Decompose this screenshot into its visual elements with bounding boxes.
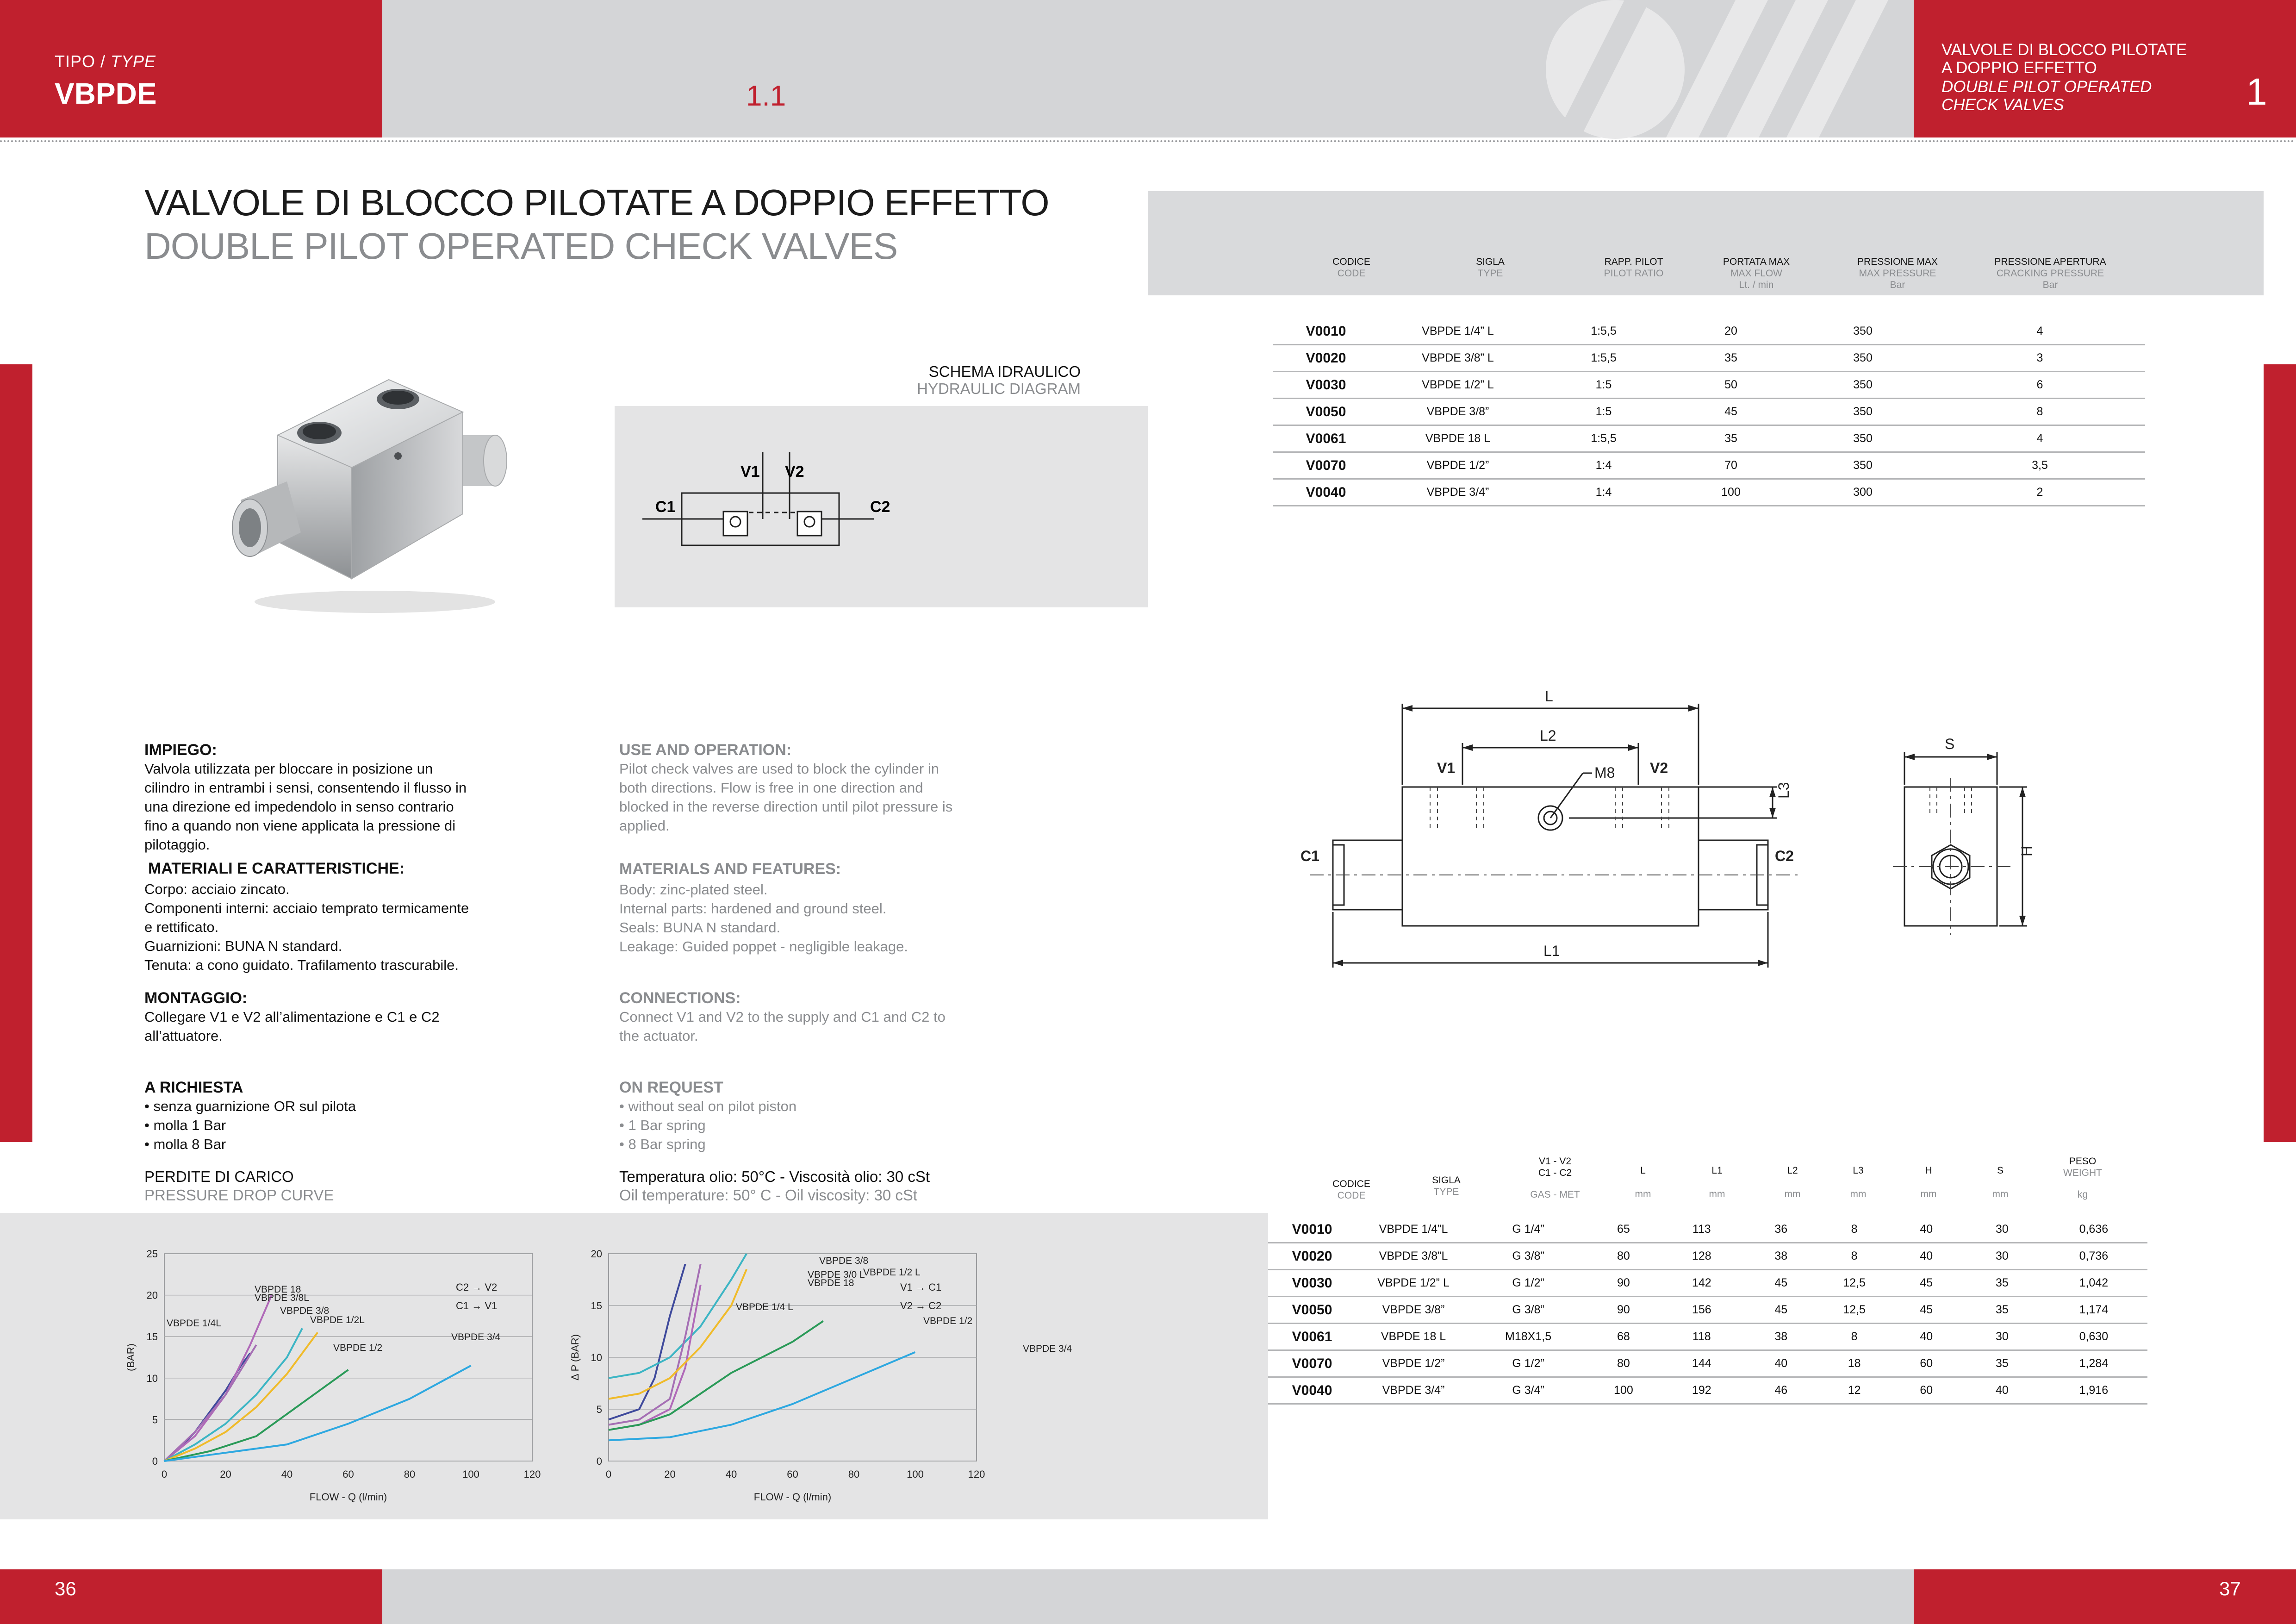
pressure-drop-en-label: PRESSURE DROP CURVE xyxy=(144,1187,334,1204)
series-label: VBPDE 3/4 xyxy=(1023,1343,1072,1354)
type-cell: VBPDE 3/8” xyxy=(1356,1297,1471,1324)
right-side-bar xyxy=(2264,364,2296,1142)
cell: 12 xyxy=(1820,1377,1889,1404)
code-cell: V0020 xyxy=(1273,345,1379,372)
header-rule xyxy=(0,140,2296,142)
cell: 350 xyxy=(1791,372,1935,399)
cell: 1:4 xyxy=(1537,452,1671,479)
table-row xyxy=(1268,1350,2147,1377)
y-tick-label: 15 xyxy=(146,1331,158,1343)
cell: 8 xyxy=(1820,1243,1889,1270)
header-stripes-graphic xyxy=(1527,0,1914,137)
cell: 350 xyxy=(1791,319,1935,345)
header-unit: Bar xyxy=(2042,280,2058,290)
cell: M18X1,5 xyxy=(1471,1324,1586,1350)
cell: 8 xyxy=(1820,1217,1889,1243)
svg-text:V1: V1 xyxy=(740,463,760,481)
cell: 40 xyxy=(1742,1350,1820,1377)
category-en-2: CHECK VALVES xyxy=(1941,96,2064,114)
x-tick-label: 0 xyxy=(605,1468,612,1480)
cell: 12,5 xyxy=(1820,1270,1889,1297)
cell: 4 xyxy=(1935,319,2145,345)
type-cell: VBPDE 1/2” xyxy=(1356,1350,1471,1377)
header-it: L3 xyxy=(1853,1165,1864,1176)
table2-header-code xyxy=(1310,1178,1393,1201)
cell: 350 xyxy=(1791,425,1935,452)
table-row xyxy=(1273,479,2145,506)
cell: 350 xyxy=(1791,345,1935,372)
montaggio-heading: MONTAGGIO: xyxy=(144,989,248,1007)
series-label: VBPDE 1/2L xyxy=(310,1315,365,1325)
cell: 80 xyxy=(1586,1350,1661,1377)
cell: 0,630 xyxy=(2040,1324,2147,1350)
y-tick-label: 0 xyxy=(596,1455,602,1467)
x-tick-label: 60 xyxy=(787,1468,798,1480)
table-row xyxy=(1268,1324,2147,1350)
chapter-number: 1 xyxy=(2246,71,2267,113)
series-label: VBPDE 1/4 L xyxy=(736,1302,793,1312)
svg-text:S: S xyxy=(1945,736,1955,752)
use-heading: USE AND OPERATION: xyxy=(619,741,792,759)
cell: G 3/8” xyxy=(1471,1243,1586,1270)
table-row xyxy=(1268,1377,2147,1404)
svg-text:L: L xyxy=(1545,688,1553,705)
cell: 144 xyxy=(1661,1350,1742,1377)
y-tick-label: 10 xyxy=(591,1352,602,1363)
code-cell: V0050 xyxy=(1268,1297,1356,1324)
header-en: MAX PRESSURE xyxy=(1859,268,1936,279)
cell: 45 xyxy=(1742,1270,1820,1297)
cell: 1,174 xyxy=(2040,1297,2147,1324)
code-cell: V0010 xyxy=(1268,1217,1356,1243)
series-label: VBPDE 3/8 xyxy=(819,1255,869,1266)
cell: G 1/4” xyxy=(1471,1217,1586,1243)
cell: 30 xyxy=(1964,1243,2040,1270)
header-it: H xyxy=(1925,1165,1932,1176)
oil-temp-en: Oil temperature: 50° C - Oil viscosity: 30 cSt xyxy=(619,1187,918,1204)
cell: 1,042 xyxy=(2040,1270,2147,1297)
x-tick-label: 20 xyxy=(664,1468,676,1480)
cell: 128 xyxy=(1661,1243,1742,1270)
cell: 350 xyxy=(1791,399,1935,425)
header-unit: mm xyxy=(1635,1189,1651,1199)
cell: 38 xyxy=(1742,1243,1820,1270)
type-cell: VBPDE 1/4”L xyxy=(1356,1217,1471,1243)
legend-entry: C2 → V2 xyxy=(456,1281,498,1293)
category-it-1: VALVOLE DI BLOCCO PILOTATE xyxy=(1941,41,2187,59)
cell: 0,636 xyxy=(2040,1217,2147,1243)
table2-header-l1 xyxy=(1694,1165,1740,1200)
cell: 113 xyxy=(1661,1217,1742,1243)
y-axis-label: Δ P (BAR) xyxy=(569,1334,581,1380)
cell: 40 xyxy=(1889,1217,1965,1243)
code-cell: V0020 xyxy=(1268,1243,1356,1270)
type-cell: VBPDE 3/4” xyxy=(1379,479,1537,506)
cell: 35 xyxy=(1964,1297,2040,1324)
type-cell: VBPDE 1/2” L xyxy=(1356,1270,1471,1297)
header-en: CODE xyxy=(1337,1190,1366,1201)
header-it: SIGLA xyxy=(1432,1175,1461,1186)
cell: 35 xyxy=(1964,1350,2040,1377)
series-label: VBPDE 1/4L xyxy=(167,1318,221,1329)
header-it: L xyxy=(1640,1165,1646,1176)
y-tick-label: 25 xyxy=(146,1248,158,1260)
cell: 20 xyxy=(1671,319,1791,345)
cell: 60 xyxy=(1889,1377,1965,1404)
code-cell: V0010 xyxy=(1273,319,1379,345)
table2 xyxy=(1268,1217,2147,1405)
header-en: CRACKING PRESSURE xyxy=(1996,268,2104,279)
header-it: PORTATA MAX xyxy=(1723,256,1790,267)
cell: 4 xyxy=(1935,425,2145,452)
cell: 1:5,5 xyxy=(1537,425,1671,452)
cell: 0,736 xyxy=(2040,1243,2147,1270)
cell: 45 xyxy=(1889,1297,1965,1324)
code-cell: V0030 xyxy=(1268,1270,1356,1297)
cell: 1,916 xyxy=(2040,1377,2147,1404)
header-unit: Bar xyxy=(1890,280,1905,290)
legend-entry: V1 → C1 xyxy=(900,1281,942,1293)
cell: G 1/2” xyxy=(1471,1350,1586,1377)
header-it: PESO xyxy=(2069,1156,2097,1167)
cell: 156 xyxy=(1661,1297,1742,1324)
impiego-heading: IMPIEGO: xyxy=(144,741,217,759)
type-code: VBPDE xyxy=(55,77,157,110)
svg-text:C2: C2 xyxy=(870,498,890,516)
header-unit: mm xyxy=(1709,1189,1725,1199)
cell: 50 xyxy=(1671,372,1791,399)
table1 xyxy=(1273,319,2145,506)
table1-header-type xyxy=(1444,256,1537,279)
series-label: VBPDE 18 xyxy=(808,1278,854,1288)
header-it: S xyxy=(1997,1165,2004,1176)
cell: 90 xyxy=(1586,1270,1661,1297)
table-row xyxy=(1273,372,2145,399)
series-line xyxy=(164,1370,348,1461)
cell: 142 xyxy=(1661,1270,1742,1297)
header-it: RAPP. PILOT xyxy=(1604,256,1663,267)
header-en: MAX FLOW xyxy=(1730,268,1782,279)
use-text: Pilot check valves are used to block the cylinder in both directions. Flow is free in one direction and blocked in the reverse direction until pilot pressure is applied. xyxy=(619,761,953,834)
schema-label xyxy=(828,363,1081,397)
oil-temp-label xyxy=(619,1168,930,1205)
header-en: TYPE xyxy=(1477,268,1503,279)
svg-text:H: H xyxy=(2018,845,2035,856)
cell: 350 xyxy=(1791,452,1935,479)
cell: 1,284 xyxy=(2040,1350,2147,1377)
cell: G 3/4” xyxy=(1471,1377,1586,1404)
cell: 40 xyxy=(1889,1324,1965,1350)
header-unit: mm xyxy=(1850,1189,1867,1199)
header-it: PRESSIONE MAX xyxy=(1857,256,1938,267)
series-label: VBPDE 3/8L xyxy=(255,1293,309,1303)
x-tick-label: 0 xyxy=(161,1468,168,1480)
code-cell: V0050 xyxy=(1273,399,1379,425)
cell: 68 xyxy=(1586,1324,1661,1350)
y-tick-label: 5 xyxy=(152,1414,158,1426)
header-unit: mm xyxy=(1920,1189,1937,1199)
series-line xyxy=(609,1264,701,1424)
series-label: VBPDE 3/0 L xyxy=(808,1269,865,1280)
cell: 36 xyxy=(1742,1217,1820,1243)
cell: 100 xyxy=(1671,479,1791,506)
series-label: VBPDE 3/4 xyxy=(451,1332,501,1343)
table2-header-weight xyxy=(2055,1156,2110,1200)
svg-text:V2: V2 xyxy=(1650,760,1668,776)
x-tick-label: 20 xyxy=(220,1468,231,1480)
header-it: V1 - V2 xyxy=(1538,1156,1572,1167)
series-line xyxy=(609,1254,747,1378)
table2-header-type xyxy=(1405,1174,1488,1198)
table2-header-ports xyxy=(1513,1156,1597,1200)
cell: 192 xyxy=(1661,1377,1742,1404)
x-tick-label: 100 xyxy=(462,1468,479,1480)
code-cell: V0070 xyxy=(1273,452,1379,479)
cell: 6 xyxy=(1935,372,2145,399)
cell: G 3/8” xyxy=(1471,1297,1586,1324)
x-tick-label: 80 xyxy=(404,1468,416,1480)
type-cell: VBPDE 3/8” L xyxy=(1379,345,1537,372)
perdite-label: PERDITE DI CARICO xyxy=(144,1168,294,1185)
table-row xyxy=(1273,425,2145,452)
table-row xyxy=(1273,399,2145,425)
schema-label-en: HYDRAULIC DIAGRAM xyxy=(917,380,1081,397)
series-label: VBPDE 1/2 xyxy=(923,1316,973,1326)
type-cell: VBPDE 1/4” L xyxy=(1379,319,1537,345)
x-axis-label: FLOW - Q (l/min) xyxy=(309,1491,387,1503)
header-unit: GAS - MET xyxy=(1530,1189,1580,1200)
code-cell: V0030 xyxy=(1273,372,1379,399)
connections-text: Connect V1 and V2 to the supply and C1 and C2 to the actuator. xyxy=(619,1009,946,1044)
svg-text:C1: C1 xyxy=(655,498,676,516)
cell: 1:5 xyxy=(1537,399,1671,425)
y-tick-label: 0 xyxy=(152,1455,158,1467)
oil-temp-it: Temperatura olio: 50°C - Viscosità olio: 30 cSt xyxy=(619,1168,930,1185)
table2-header-h xyxy=(1905,1165,1952,1200)
request-text: • without seal on pilot piston • 1 Bar spring • 8 Bar spring xyxy=(619,1098,797,1152)
type-cell: VBPDE 3/8” xyxy=(1379,399,1537,425)
type-cell: VBPDE 3/8”L xyxy=(1356,1243,1471,1270)
table-row xyxy=(1268,1270,2147,1297)
x-tick-label: 40 xyxy=(281,1468,293,1480)
richiesta-heading: A RICHIESTA xyxy=(144,1079,243,1096)
left-side-bar xyxy=(0,364,32,1142)
page-number-left: 36 xyxy=(55,1578,76,1599)
cell: 100 xyxy=(1586,1377,1661,1404)
series-label: VBPDE 1/2 xyxy=(333,1343,383,1353)
category-en-1: DOUBLE PILOT OPERATED xyxy=(1941,78,2152,96)
y-tick-label: 5 xyxy=(596,1404,602,1415)
section-number: 1.1 xyxy=(746,80,786,112)
richiesta-text: • senza guarnizione OR sul pilota • molla 1 Bar • molla 8 Bar xyxy=(144,1098,356,1152)
valve-product-image xyxy=(222,361,518,620)
cell: 35 xyxy=(1671,345,1791,372)
code-cell: V0061 xyxy=(1273,425,1379,452)
series-line xyxy=(609,1321,823,1430)
table-row xyxy=(1273,319,2145,345)
pressure-drop-chart-1 xyxy=(116,1231,555,1509)
table1-header-cracking-pressure xyxy=(1972,256,2129,291)
x-tick-label: 60 xyxy=(342,1468,354,1480)
request-heading: ON REQUEST xyxy=(619,1079,723,1096)
table-row xyxy=(1273,452,2145,479)
materials-heading: MATERIALS AND FEATURES: xyxy=(619,860,841,878)
y-tick-label: 20 xyxy=(146,1289,158,1301)
table-row xyxy=(1273,345,2145,372)
table1-header-pilot-ratio xyxy=(1587,256,1680,279)
y-tick-label: 10 xyxy=(146,1372,158,1384)
cell: 38 xyxy=(1742,1324,1820,1350)
svg-text:C1: C1 xyxy=(1300,848,1319,864)
cell: 40 xyxy=(1964,1377,2040,1404)
page-number-right: 37 xyxy=(2219,1578,2241,1599)
cell: 60 xyxy=(1889,1350,1965,1377)
impiego-text: Valvola utilizzata per bloccare in posizione un cilindro in entrambi i sensi, consentendo il flusso in una direzione ed impedendolo in senso contrario fino a quando non viene applicata la pressione di pilotaggio. xyxy=(144,761,467,853)
header-unit: mm xyxy=(1992,1189,2009,1199)
svg-text:V2: V2 xyxy=(785,463,804,481)
code-cell: V0040 xyxy=(1268,1377,1356,1404)
text-it-column xyxy=(144,741,529,1154)
table2-header-l2 xyxy=(1769,1165,1816,1200)
cell: 1:5 xyxy=(1537,372,1671,399)
legend-entry: C1 → V1 xyxy=(456,1300,498,1312)
cell: 35 xyxy=(1964,1270,2040,1297)
text-en-column xyxy=(619,741,1003,1154)
page-title-en: DOUBLE PILOT OPERATED CHECK VALVES xyxy=(144,225,898,267)
table2-header-l xyxy=(1620,1165,1666,1200)
table-row xyxy=(1268,1243,2147,1270)
table-row xyxy=(1268,1297,2147,1324)
header-en: TYPE xyxy=(1433,1187,1459,1197)
x-axis-label: FLOW - Q (l/min) xyxy=(753,1491,832,1503)
code-cell: V0070 xyxy=(1268,1350,1356,1377)
series-label: VBPDE 3/8 xyxy=(280,1305,330,1316)
code-cell: V0061 xyxy=(1268,1324,1356,1350)
y-axis-label: (BAR) xyxy=(125,1343,137,1371)
cell: 8 xyxy=(1820,1324,1889,1350)
cell: 300 xyxy=(1791,479,1935,506)
materiali-text: Corpo: acciaio zincato. Componenti interni: acciaio temprato termicamente e rettificato. Guarnizioni: BUNA N standard. Tenuta: a cono guidato. Trafilamento trascurabile. xyxy=(144,881,469,973)
cell: 80 xyxy=(1586,1243,1661,1270)
pressure-drop-label xyxy=(144,1168,334,1205)
cell: 40 xyxy=(1889,1243,1965,1270)
table2-header-l3 xyxy=(1835,1165,1881,1200)
cell: 45 xyxy=(1742,1297,1820,1324)
cell: 118 xyxy=(1661,1324,1742,1350)
header-en: CODE xyxy=(1337,268,1366,279)
x-tick-label: 100 xyxy=(907,1468,924,1480)
svg-text:L1: L1 xyxy=(1543,943,1560,959)
cell: 46 xyxy=(1742,1377,1820,1404)
svg-text:C2: C2 xyxy=(1775,848,1794,864)
header-unit: Lt. / min xyxy=(1739,280,1774,290)
cell: 1:4 xyxy=(1537,479,1671,506)
dimensional-drawing xyxy=(1291,690,2050,986)
cell: 70 xyxy=(1671,452,1791,479)
footer-band xyxy=(382,1569,1914,1624)
materials-text: Body: zinc-plated steel. Internal parts: hardened and ground steel. Seals: BUNA N standard. Leakage: Guided poppet - negligible leakage. xyxy=(619,881,908,955)
cell: 90 xyxy=(1586,1297,1661,1324)
header-en: PILOT RATIO xyxy=(1604,268,1664,279)
cell: 3,5 xyxy=(1935,452,2145,479)
svg-text:L2: L2 xyxy=(1540,727,1556,744)
table1-header-code xyxy=(1305,256,1398,279)
cell: 2 xyxy=(1935,479,2145,506)
cell: 1:5,5 xyxy=(1537,319,1671,345)
legend-entry: V2 → C2 xyxy=(900,1300,942,1312)
header-en: WEIGHT xyxy=(2063,1168,2102,1178)
category-it-2: A DOPPIO EFFETTO xyxy=(1941,59,2097,77)
code-cell: V0040 xyxy=(1273,479,1379,506)
svg-text:V1: V1 xyxy=(1437,760,1456,776)
table2-header-s xyxy=(1977,1165,2023,1200)
series-label: VBPDE 18 xyxy=(255,1284,301,1295)
header-it: CODICE xyxy=(1332,256,1370,267)
materiali-heading: MATERIALI E CARATTERISTICHE: xyxy=(148,860,405,877)
cell: 1:5,5 xyxy=(1537,345,1671,372)
type-cell: VBPDE 18 L xyxy=(1379,425,1537,452)
series-label: VBPDE 1/2 L xyxy=(863,1267,921,1278)
hydraulic-diagram xyxy=(615,406,1148,607)
pressure-drop-chart-2 xyxy=(560,1231,1072,1509)
type-label xyxy=(55,52,156,71)
header-unit: kg xyxy=(2077,1189,2088,1200)
header-it: PRESSIONE APERTURA xyxy=(1994,256,2106,267)
header-en: C1 - C2 xyxy=(1538,1168,1572,1178)
header-it: CODICE xyxy=(1332,1179,1370,1189)
cell: 35 xyxy=(1671,425,1791,452)
header-unit: mm xyxy=(1784,1189,1801,1199)
header-it: L1 xyxy=(1711,1165,1723,1176)
x-tick-label: 40 xyxy=(725,1468,737,1480)
y-tick-label: 15 xyxy=(591,1300,602,1312)
cell: 45 xyxy=(1889,1270,1965,1297)
category-label xyxy=(1941,41,2187,114)
type-label-en: TYPE xyxy=(111,52,156,71)
type-cell: VBPDE 1/2” xyxy=(1379,452,1537,479)
cell: 3 xyxy=(1935,345,2145,372)
y-tick-label: 20 xyxy=(591,1248,602,1260)
table1-header-max-pressure xyxy=(1833,256,1962,291)
cell: 12,5 xyxy=(1820,1297,1889,1324)
page-title-it: VALVOLE DI BLOCCO PILOTATE A DOPPIO EFFETTO xyxy=(144,182,1049,223)
x-tick-label: 80 xyxy=(848,1468,860,1480)
cell: 30 xyxy=(1964,1217,2040,1243)
cell: 30 xyxy=(1964,1324,2040,1350)
svg-text:L3: L3 xyxy=(1775,782,1792,799)
type-label-it: TIPO / xyxy=(55,52,106,71)
type-cell: VBPDE 1/2” L xyxy=(1379,372,1537,399)
type-cell: VBPDE 18 L xyxy=(1356,1324,1471,1350)
svg-text:M8: M8 xyxy=(1594,764,1615,781)
header-it: SIGLA xyxy=(1476,256,1505,267)
x-tick-label: 120 xyxy=(968,1468,985,1480)
cell: 8 xyxy=(1935,399,2145,425)
table1-header-max-flow xyxy=(1710,256,1803,291)
table-row xyxy=(1268,1217,2147,1243)
cell: 65 xyxy=(1586,1217,1661,1243)
x-tick-label: 120 xyxy=(523,1468,541,1480)
cell: G 1/2” xyxy=(1471,1270,1586,1297)
cell: 45 xyxy=(1671,399,1791,425)
schema-label-it: SCHEMA IDRAULICO xyxy=(928,363,1081,380)
type-cell: VBPDE 3/4” xyxy=(1356,1377,1471,1404)
cell: 18 xyxy=(1820,1350,1889,1377)
header-it: L2 xyxy=(1787,1165,1798,1176)
connections-heading: CONNECTIONS: xyxy=(619,989,741,1007)
montaggio-text: Collegare V1 e V2 all’alimentazione e C1 e C2 all’attuatore. xyxy=(144,1009,440,1044)
